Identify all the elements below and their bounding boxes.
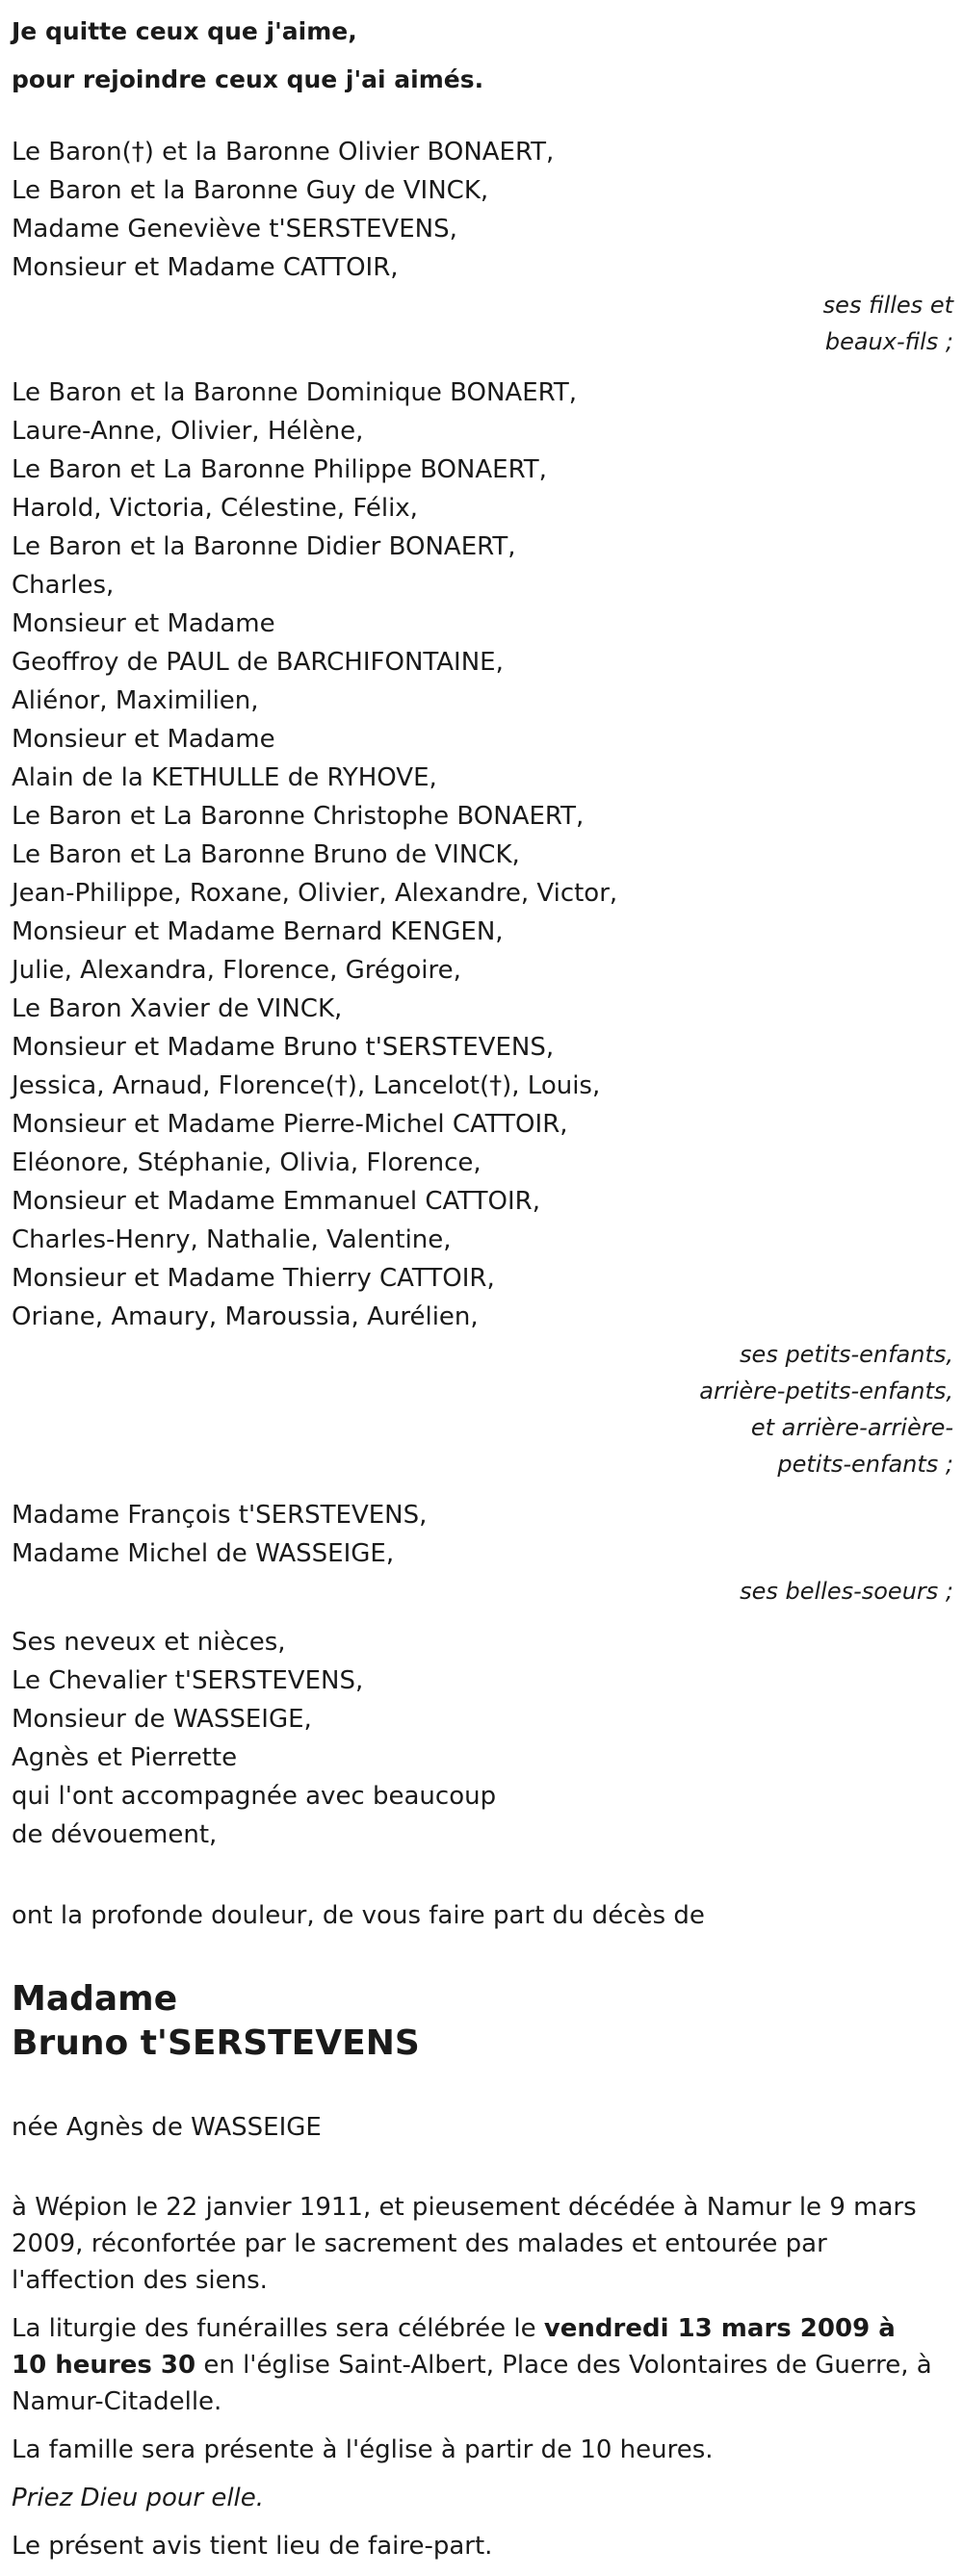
name-line: de dévouement, [12, 1820, 218, 1849]
prayer-line: Priez Dieu pour elle. [12, 2484, 265, 2512]
name-line: Monsieur et Madame Pierre-Michel CATTOIR, [12, 1110, 568, 1139]
name-line: Le Baron Xavier de VINCK, [12, 994, 343, 1023]
name-line: Charles, [12, 571, 115, 600]
obituary-notice [12, 0, 953, 2576]
relation-sisters-in-law: ses belles-soeurs ; [740, 1578, 953, 1605]
name-line: Aliénor, Maximilien, [12, 686, 259, 715]
grandchildren-list [12, 374, 953, 1336]
sisters-in-law-list [12, 1496, 953, 1573]
name-line: Monsieur et Madame [12, 725, 275, 754]
name-line: Alain de la KETHULLE de RYHOVE, [12, 763, 437, 792]
name-line: Monsieur et Madame Bernard KENGEN, [12, 917, 504, 946]
deceased-title-line: Madame [12, 1979, 178, 2019]
name-line: Agnès et Pierrette [12, 1743, 238, 1772]
relation-line: arrière-petits-enfants, [699, 1378, 953, 1404]
liturgy-text: La liturgie des funérailles sera célébrée le [12, 2314, 544, 2343]
name-line: Monsieur et Madame [12, 609, 275, 638]
liturgy-place: en l'église Saint-Albert, Place des Volontaires de Guerre, à Namur-Citadelle. [12, 2351, 932, 2416]
name-line: Geoffroy de PAUL de BARCHIFONTAINE, [12, 648, 504, 677]
relation-line: beaux-fils ; [824, 328, 953, 355]
name-line: Le Baron et La Baronne Christophe BONAERT, [12, 802, 585, 831]
relation-daughters [12, 287, 953, 360]
relation-line: petits-enfants ; [777, 1451, 953, 1478]
relation-line: ses filles et [822, 292, 953, 319]
name-line: Monsieur et Madame CATTOIR, [12, 253, 399, 282]
name-line: Madame Michel de WASSEIGE, [12, 1539, 395, 1568]
epigraph-line-1: Je quitte ceux que j'aime, [12, 17, 357, 45]
relation-line: et arrière-arrière- [750, 1414, 953, 1441]
name-line: Jean-Philippe, Roxane, Olivier, Alexandre, Victor, [12, 879, 618, 908]
name-line: Harold, Victoria, Célestine, Félix, [12, 494, 418, 523]
name-line: Le Baron et la Baronne Didier BONAERT, [12, 532, 516, 561]
epigraph [12, 8, 953, 104]
name-line: Le Baron(†) et la Baronne Olivier BONAERT, [12, 138, 555, 167]
deceased-name [12, 1977, 953, 2066]
name-line: Monsieur et Madame Emmanuel CATTOIR, [12, 1187, 541, 1216]
name-line: Charles-Henry, Nathalie, Valentine, [12, 1225, 452, 1254]
epigraph-line-2: pour rejoindre ceux que j'ai aimés. [12, 65, 484, 93]
name-line: Laure-Anne, Olivier, Hélène, [12, 417, 364, 446]
name-line: Madame François t'SERSTEVENS, [12, 1501, 428, 1530]
name-line: Le Baron et la Baronne Guy de VINCK, [12, 176, 489, 205]
born-name: née Agnès de WASSEIGE [12, 2113, 322, 2142]
name-line: Madame Geneviève t'SERSTEVENS, [12, 215, 457, 244]
name-line: Le Baron et La Baronne Bruno de VINCK, [12, 840, 520, 869]
name-line: Monsieur et Madame Thierry CATTOIR, [12, 1264, 495, 1293]
relation-line: ses petits-enfants, [740, 1341, 953, 1368]
name-line: Le Baron et la Baronne Dominique BONAERT, [12, 378, 577, 407]
relation-grandchildren [12, 1336, 953, 1482]
name-line: Le Chevalier t'SERSTEVENS, [12, 1666, 364, 1695]
notice-line: Le présent avis tient lieu de faire-part. [12, 2532, 493, 2561]
nephews-nieces-list [12, 1623, 953, 1854]
family-presence: La famille sera présente à l'église à partir de 10 heures. [12, 2435, 714, 2464]
name-line: Monsieur de WASSEIGE, [12, 1705, 312, 1734]
deceased-name-line: Bruno t'SERSTEVENS [12, 2023, 420, 2063]
name-line: Monsieur et Madame Bruno t'SERSTEVENS, [12, 1033, 555, 1062]
name-line: Julie, Alexandra, Florence, Grégoire, [12, 956, 461, 985]
life-details: à Wépion le 22 janvier 1911, et pieusement décédée à Namur le 9 mars 2009, réconfortée par le sacrement des malades et entourée par l'affection des siens. [12, 2193, 917, 2295]
name-line: qui l'ont accompagnée avec beaucoup [12, 1782, 497, 1811]
name-line: Jessica, Arnaud, Florence(†), Lancelot(†), Louis, [12, 1071, 601, 1100]
name-line: Eléonore, Stéphanie, Olivia, Florence, [12, 1148, 482, 1177]
daughters-list [12, 133, 953, 287]
name-line: Oriane, Amaury, Maroussia, Aurélien, [12, 1302, 479, 1331]
announcement-text: ont la profonde douleur, de vous faire part du décès de [12, 1901, 705, 1930]
liturgy-date: vendredi 13 mars 2009 à 10 heures 30 [12, 2314, 896, 2380]
liturgy-details [12, 2310, 936, 2420]
name-line: Ses neveux et nièces, [12, 1628, 286, 1657]
name-line: Le Baron et La Baronne Philippe BONAERT, [12, 455, 547, 484]
